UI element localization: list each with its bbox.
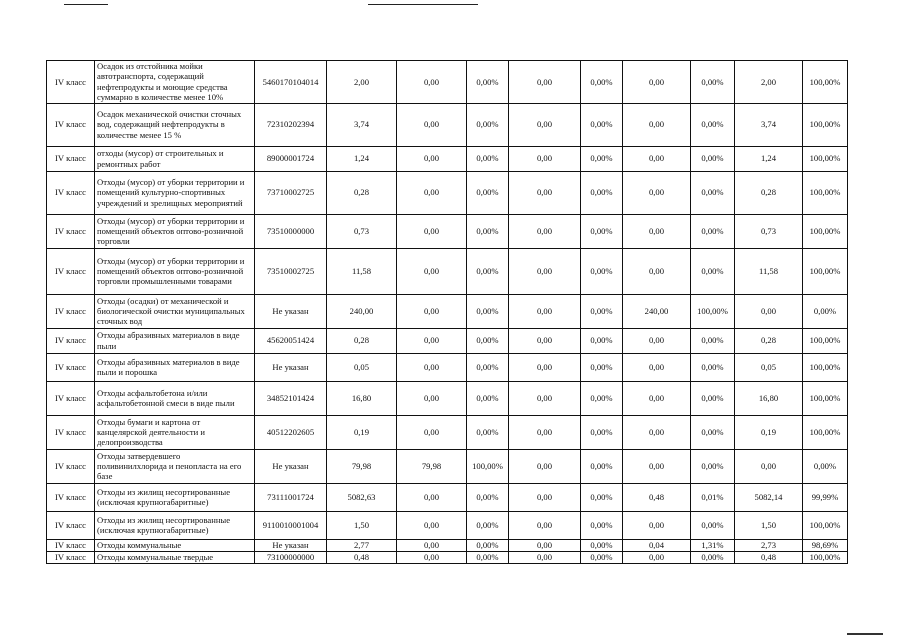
table-row [47,353,848,381]
table-row [47,248,848,294]
table-row [47,551,848,563]
value-cell-2: 0,00 [397,483,467,511]
class-cell: IV класс [47,551,95,563]
table-row [47,103,848,146]
value-cell-5: 2,73 [735,539,803,551]
waste-name-cell: Отходы из жилищ несортированные (исключая крупногабаритные) [95,483,255,511]
percent-cell-4: 0,00% [691,61,735,104]
value-cell-3: 0,00 [509,353,581,381]
percent-cell-4: 0,00% [691,214,735,248]
table-row [47,171,848,214]
total-value-cell: 240,00 [327,294,397,328]
value-cell-5: 3,74 [735,103,803,146]
percent-cell-5: 98,69% [803,539,848,551]
waste-name-cell: Отходы затвердевшего поливинилхлорида и пенопласта на его базе [95,449,255,483]
percent-cell-4: 0,00% [691,171,735,214]
fkko-code-cell: Не указан [255,353,327,381]
fkko-code-cell: 40512202605 [255,415,327,449]
waste-name-cell: Отходы абразивных материалов в виде пыли и порошка [95,353,255,381]
value-cell-4: 0,00 [623,328,691,353]
percent-cell-4: 0,00% [691,449,735,483]
value-cell-4: 0,00 [623,171,691,214]
total-value-cell: 2,77 [327,539,397,551]
table-row [47,328,848,353]
waste-name-cell: Отходы (мусор) от уборки территории и помещений объектов оптово-розничной торговли промышленными товарами [95,248,255,294]
percent-cell-3: 0,00% [581,146,623,171]
value-cell-3: 0,00 [509,381,581,415]
class-cell: IV класс [47,539,95,551]
value-cell-3: 0,00 [509,294,581,328]
waste-name-cell: Отходы коммунальные твердые [95,551,255,563]
waste-name-cell: Отходы асфальтобетона и/или асфальтобетонной смеси в виде пыли [95,381,255,415]
waste-name-cell: Отходы коммунальные [95,539,255,551]
percent-cell-5: 100,00% [803,146,848,171]
total-value-cell: 0,19 [327,415,397,449]
percent-cell-5: 100,00% [803,415,848,449]
value-cell-2: 0,00 [397,171,467,214]
value-cell-5: 0,19 [735,415,803,449]
percent-cell-4: 0,00% [691,248,735,294]
value-cell-3: 0,00 [509,511,581,539]
total-value-cell: 1,50 [327,511,397,539]
value-cell-2: 0,00 [397,381,467,415]
percent-cell-3: 0,00% [581,539,623,551]
table-row [47,294,848,328]
percent-cell-2: 0,00% [467,146,509,171]
percent-cell-2: 0,00% [467,511,509,539]
value-cell-3: 0,00 [509,539,581,551]
percent-cell-2: 0,00% [467,415,509,449]
table-row [47,214,848,248]
value-cell-4: 0,00 [623,353,691,381]
fkko-code-cell: 73510002725 [255,248,327,294]
class-cell: IV класс [47,483,95,511]
percent-cell-5: 100,00% [803,214,848,248]
value-cell-3: 0,00 [509,171,581,214]
table-row [47,146,848,171]
fkko-code-cell: 72310202394 [255,103,327,146]
percent-cell-3: 0,00% [581,511,623,539]
percent-cell-4: 0,00% [691,146,735,171]
value-cell-5: 0,28 [735,171,803,214]
value-cell-4: 0,48 [623,483,691,511]
class-cell: IV класс [47,449,95,483]
value-cell-2: 0,00 [397,415,467,449]
total-value-cell: 0,28 [327,171,397,214]
value-cell-2: 0,00 [397,248,467,294]
fkko-code-cell: 9110010001004 [255,511,327,539]
value-cell-2: 0,00 [397,551,467,563]
value-cell-3: 0,00 [509,214,581,248]
percent-cell-5: 100,00% [803,353,848,381]
value-cell-2: 0,00 [397,103,467,146]
total-value-cell: 0,73 [327,214,397,248]
class-cell: IV класс [47,171,95,214]
value-cell-5: 1,50 [735,511,803,539]
value-cell-2: 0,00 [397,328,467,353]
total-value-cell: 3,74 [327,103,397,146]
value-cell-4: 0,00 [623,415,691,449]
fkko-code-cell: 34852101424 [255,381,327,415]
percent-cell-3: 0,00% [581,294,623,328]
fkko-code-cell: 5460170104014 [255,61,327,104]
class-cell: IV класс [47,381,95,415]
waste-table [46,60,848,564]
percent-cell-3: 0,00% [581,171,623,214]
value-cell-3: 0,00 [509,146,581,171]
percent-cell-3: 0,00% [581,328,623,353]
waste-name-cell: Осадок механической очистки сточных вод, содержащий нефтепродукты в количестве менее 15 % [95,103,255,146]
value-cell-4: 0,00 [623,214,691,248]
value-cell-2: 0,00 [397,539,467,551]
waste-name-cell: отходы (мусор) от строительных и ремонтных работ [95,146,255,171]
class-cell: IV класс [47,103,95,146]
value-cell-2: 0,00 [397,294,467,328]
percent-cell-2: 0,00% [467,103,509,146]
value-cell-4: 0,00 [623,61,691,104]
table-row [47,511,848,539]
total-value-cell: 79,98 [327,449,397,483]
percent-cell-5: 100,00% [803,551,848,563]
percent-cell-4: 0,00% [691,328,735,353]
value-cell-3: 0,00 [509,415,581,449]
fkko-code-cell: Не указан [255,294,327,328]
percent-cell-5: 100,00% [803,328,848,353]
percent-cell-2: 0,00% [467,353,509,381]
class-cell: IV класс [47,214,95,248]
percent-cell-4: 1,31% [691,539,735,551]
fkko-code-cell: 73100000000 [255,551,327,563]
percent-cell-3: 0,00% [581,483,623,511]
percent-cell-5: 100,00% [803,248,848,294]
total-value-cell: 2,00 [327,61,397,104]
value-cell-4: 0,00 [623,449,691,483]
value-cell-3: 0,00 [509,449,581,483]
table-row [47,381,848,415]
percent-cell-3: 0,00% [581,381,623,415]
fkko-code-cell: Не указан [255,449,327,483]
percent-cell-5: 99,99% [803,483,848,511]
value-cell-4: 0,00 [623,551,691,563]
percent-cell-4: 0,01% [691,483,735,511]
value-cell-3: 0,00 [509,61,581,104]
value-cell-3: 0,00 [509,328,581,353]
waste-name-cell: Отходы (осадки) от механической и биологической очистки муниципальных сточных вод [95,294,255,328]
percent-cell-5: 100,00% [803,61,848,104]
class-cell: IV класс [47,61,95,104]
waste-name-cell: Отходы абразивных материалов в виде пыли [95,328,255,353]
percent-cell-3: 0,00% [581,449,623,483]
fkko-code-cell: 45620051424 [255,328,327,353]
value-cell-5: 16,80 [735,381,803,415]
percent-cell-4: 0,00% [691,103,735,146]
fkko-code-cell: Не указан [255,539,327,551]
page-corner-mark [847,633,883,635]
percent-cell-3: 0,00% [581,248,623,294]
value-cell-4: 0,00 [623,381,691,415]
value-cell-3: 0,00 [509,551,581,563]
fkko-code-cell: 73510000000 [255,214,327,248]
value-cell-5: 5082,14 [735,483,803,511]
value-cell-5: 0,73 [735,214,803,248]
percent-cell-2: 0,00% [467,381,509,415]
waste-name-cell: Осадок из отстойника мойки автотранспорта, содержащий нефтепродукты и моющие средства суммарно в количестве менее 10% [95,61,255,104]
total-value-cell: 16,80 [327,381,397,415]
fkko-code-cell: 73111001724 [255,483,327,511]
total-value-cell: 5082,63 [327,483,397,511]
total-value-cell: 0,48 [327,551,397,563]
class-cell: IV класс [47,353,95,381]
header-rule-left [64,4,108,5]
value-cell-4: 0,00 [623,511,691,539]
percent-cell-5: 0,00% [803,449,848,483]
percent-cell-4: 0,00% [691,353,735,381]
value-cell-2: 0,00 [397,146,467,171]
fkko-code-cell: 89000001724 [255,146,327,171]
table-row [47,483,848,511]
total-value-cell: 1,24 [327,146,397,171]
percent-cell-4: 0,00% [691,511,735,539]
waste-name-cell: Отходы бумаги и картона от канцелярской деятельности и делопроизводства [95,415,255,449]
table-row [47,449,848,483]
percent-cell-2: 0,00% [467,214,509,248]
percent-cell-2: 100,00% [467,449,509,483]
value-cell-5: 0,00 [735,449,803,483]
value-cell-2: 0,00 [397,61,467,104]
percent-cell-2: 0,00% [467,61,509,104]
table-row [47,539,848,551]
percent-cell-4: 0,00% [691,381,735,415]
percent-cell-3: 0,00% [581,353,623,381]
value-cell-5: 1,24 [735,146,803,171]
value-cell-5: 2,00 [735,61,803,104]
value-cell-3: 0,00 [509,248,581,294]
table-row [47,415,848,449]
percent-cell-2: 0,00% [467,171,509,214]
class-cell: IV класс [47,294,95,328]
percent-cell-2: 0,00% [467,551,509,563]
value-cell-4: 240,00 [623,294,691,328]
total-value-cell: 0,05 [327,353,397,381]
value-cell-2: 0,00 [397,511,467,539]
percent-cell-5: 100,00% [803,171,848,214]
value-cell-4: 0,00 [623,146,691,171]
waste-name-cell: Отходы (мусор) от уборки территории и помещений объектов оптово-розничной торговли [95,214,255,248]
percent-cell-3: 0,00% [581,103,623,146]
class-cell: IV класс [47,511,95,539]
percent-cell-2: 0,00% [467,539,509,551]
percent-cell-4: 100,00% [691,294,735,328]
value-cell-3: 0,00 [509,483,581,511]
waste-name-cell: Отходы (мусор) от уборки территории и помещений культурно-спортивных учреждений и зрелищных мероприятий [95,171,255,214]
value-cell-4: 0,04 [623,539,691,551]
value-cell-2: 0,00 [397,214,467,248]
percent-cell-2: 0,00% [467,294,509,328]
percent-cell-3: 0,00% [581,61,623,104]
value-cell-5: 0,48 [735,551,803,563]
value-cell-2: 79,98 [397,449,467,483]
value-cell-5: 0,00 [735,294,803,328]
percent-cell-2: 0,00% [467,248,509,294]
waste-name-cell: Отходы из жилищ несортированные (исключая крупногабаритные) [95,511,255,539]
percent-cell-5: 100,00% [803,103,848,146]
percent-cell-5: 100,00% [803,511,848,539]
class-cell: IV класс [47,328,95,353]
value-cell-2: 0,00 [397,353,467,381]
class-cell: IV класс [47,146,95,171]
value-cell-5: 0,05 [735,353,803,381]
percent-cell-5: 0,00% [803,294,848,328]
value-cell-4: 0,00 [623,248,691,294]
total-value-cell: 11,58 [327,248,397,294]
class-cell: IV класс [47,415,95,449]
percent-cell-3: 0,00% [581,551,623,563]
percent-cell-2: 0,00% [467,483,509,511]
percent-cell-4: 0,00% [691,415,735,449]
value-cell-4: 0,00 [623,103,691,146]
percent-cell-2: 0,00% [467,328,509,353]
value-cell-5: 11,58 [735,248,803,294]
value-cell-5: 0,28 [735,328,803,353]
percent-cell-5: 100,00% [803,381,848,415]
value-cell-3: 0,00 [509,103,581,146]
percent-cell-3: 0,00% [581,214,623,248]
class-cell: IV класс [47,248,95,294]
percent-cell-4: 0,00% [691,551,735,563]
total-value-cell: 0,28 [327,328,397,353]
fkko-code-cell: 73710002725 [255,171,327,214]
table-row [47,61,848,104]
header-rule-center [368,4,478,5]
percent-cell-3: 0,00% [581,415,623,449]
